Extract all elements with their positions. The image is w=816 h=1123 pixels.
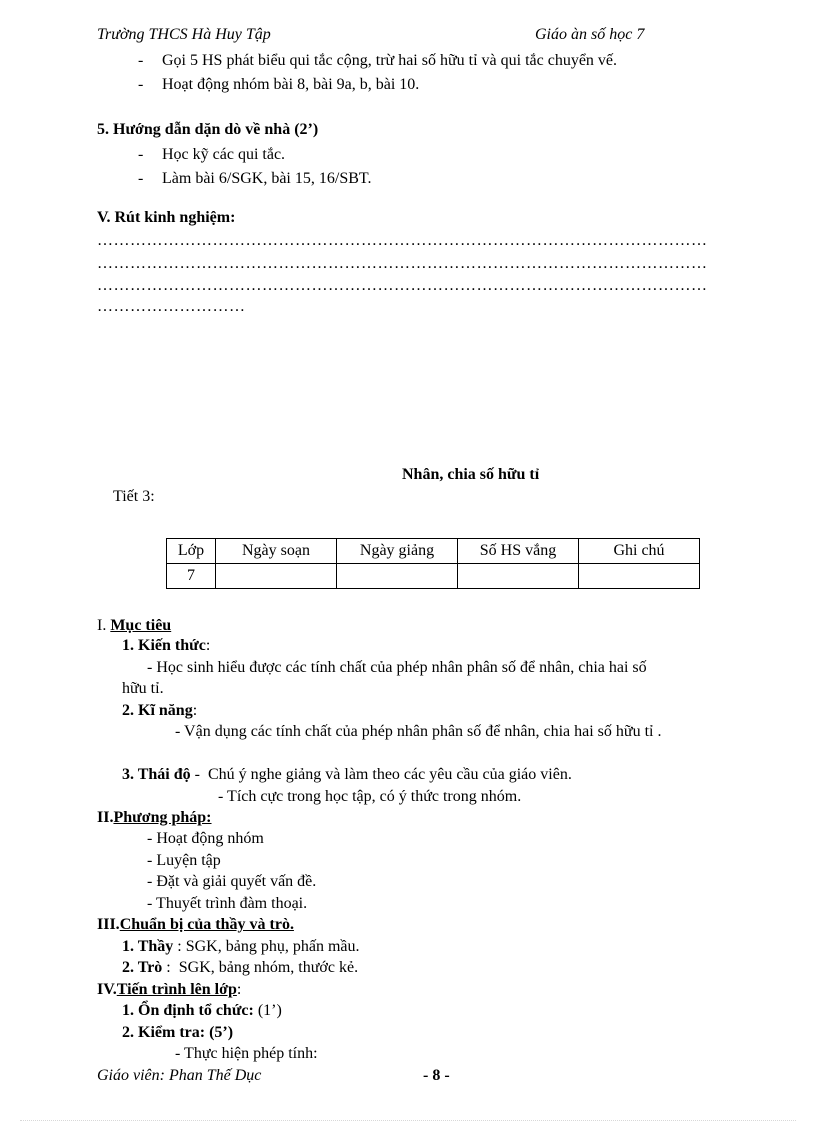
student-label: 2. Trò xyxy=(122,959,163,976)
footer-teacher: Giáo viên: Phan Thế Dục xyxy=(97,1067,262,1084)
homework-title: 5. Hướng dẫn dặn dò về nhà (2’) xyxy=(97,121,319,138)
dot-line: ………………………………………………………………………………………………… xyxy=(97,232,708,249)
process-step-1 xyxy=(122,1002,282,1020)
step2-time: (5’) xyxy=(205,1024,234,1041)
methods-item: - Đặt và giải quyết vấn đề. xyxy=(147,873,317,890)
homework-item-1: Học kỹ các qui tắc. xyxy=(162,146,286,163)
skills-colon: : xyxy=(192,702,198,719)
page-bottom-divider xyxy=(20,1120,796,1121)
student-text: : SGK, bảng nhóm, thước kẻ. xyxy=(162,959,359,976)
step2-text: - Thực hiện phép tính: xyxy=(175,1045,318,1062)
methods-title: Phương pháp: xyxy=(113,809,212,826)
step1-label: 1. Ổn định tổ chức: xyxy=(122,1002,254,1019)
preparation-student xyxy=(122,959,358,977)
preparation-roman: III. xyxy=(97,916,120,933)
process-heading xyxy=(97,981,241,999)
process-colon: : xyxy=(236,981,242,998)
bullet-dash: - xyxy=(138,76,144,93)
process-roman: IV. xyxy=(97,981,117,998)
process-step-2 xyxy=(122,1024,233,1042)
table-header-cell: Ngày giảng xyxy=(337,539,458,564)
table-header-cell: Số HS vắng xyxy=(458,539,579,564)
methods-item: - Hoạt động nhóm xyxy=(147,830,264,847)
knowledge-label: 1. Kiến thức xyxy=(122,637,206,654)
preparation-title: Chuẩn bị của thầy và trò. xyxy=(119,916,294,933)
table-cell xyxy=(458,564,579,589)
attitude-line-1 xyxy=(122,766,572,784)
objectives-title: Mục tiêu xyxy=(110,617,172,634)
methods-item: - Thuyết trình đàm thoại. xyxy=(147,895,308,912)
skills-text: - Vận dụng các tính chất của phép nhân phân số để nhân, chia hai số hữu tỉ . xyxy=(175,723,662,740)
bullet-dash: - xyxy=(138,52,144,69)
knowledge-colon: : xyxy=(205,637,211,654)
dot-line: ………………………………………………………………………………………………… xyxy=(97,277,708,294)
skills-label: 2. Kĩ năng xyxy=(122,702,193,719)
table-row xyxy=(167,564,700,589)
step1-time: (1’) xyxy=(253,1002,282,1019)
knowledge-text-2: hữu tỉ. xyxy=(122,680,164,697)
header-school: Trường THCS Hà Huy Tập xyxy=(97,26,271,43)
class-info-table xyxy=(166,538,700,589)
dot-line: ……………………… xyxy=(97,298,246,315)
teacher-text: : SGK, bảng phụ, phấn mầu. xyxy=(173,938,360,955)
methods-item: - Luyện tập xyxy=(147,852,221,869)
bullet-dash: - xyxy=(138,146,144,163)
teacher-label: 1. Thầy xyxy=(122,938,174,955)
prev-bullet-1: Gọi 5 HS phát biểu qui tắc cộng, trừ hai số hữu tỉ và qui tắc chuyển vế. xyxy=(162,52,618,69)
dot-line: ………………………………………………………………………………………………… xyxy=(97,255,708,272)
preparation-teacher xyxy=(122,938,359,956)
prev-bullet-2: Hoạt động nhóm bài 8, bài 9a, b, bài 10. xyxy=(162,76,420,93)
knowledge-heading xyxy=(122,637,210,655)
objectives-roman: I. xyxy=(97,617,107,634)
methods-roman: II. xyxy=(97,809,114,826)
bullet-dash: - xyxy=(138,170,144,187)
homework-item-2: Làm bài 6/SGK, bài 15, 16/SBT. xyxy=(162,170,372,187)
attitude-text-1: - Chú ý nghe giảng và làm theo các yêu cầu của giáo viên. xyxy=(190,766,572,783)
table-cell xyxy=(216,564,337,589)
table-header-cell: Ghi chú xyxy=(579,539,700,564)
step2-label: 2. Kiểm tra: xyxy=(122,1024,206,1041)
preparation-heading xyxy=(97,916,294,934)
methods-heading xyxy=(97,809,212,827)
objectives-heading xyxy=(97,617,171,635)
skills-heading xyxy=(122,702,197,720)
lesson-title: Nhân, chia số hữu tỉ xyxy=(402,466,540,483)
table-cell xyxy=(337,564,458,589)
table-cell: 7 xyxy=(167,564,216,589)
footer-page-number: - 8 - xyxy=(423,1067,450,1084)
table-cell xyxy=(579,564,700,589)
attitude-label: 3. Thái độ xyxy=(122,766,191,783)
process-title: Tiến trình lên lớp xyxy=(116,981,237,998)
lesson-period: Tiết 3: xyxy=(113,488,155,505)
table-header-row xyxy=(167,539,700,564)
header-subject: Giáo àn số học 7 xyxy=(535,26,645,43)
experience-title: V. Rút kinh nghiệm: xyxy=(97,209,236,226)
table-header-cell: Lớp xyxy=(167,539,216,564)
knowledge-text-1: - Học sinh hiểu được các tính chất của phép nhân phân số để nhân, chia hai số xyxy=(147,659,647,676)
table-header-cell: Ngày soạn xyxy=(216,539,337,564)
attitude-text-2: - Tích cực trong học tập, có ý thức trong nhóm. xyxy=(218,788,522,805)
